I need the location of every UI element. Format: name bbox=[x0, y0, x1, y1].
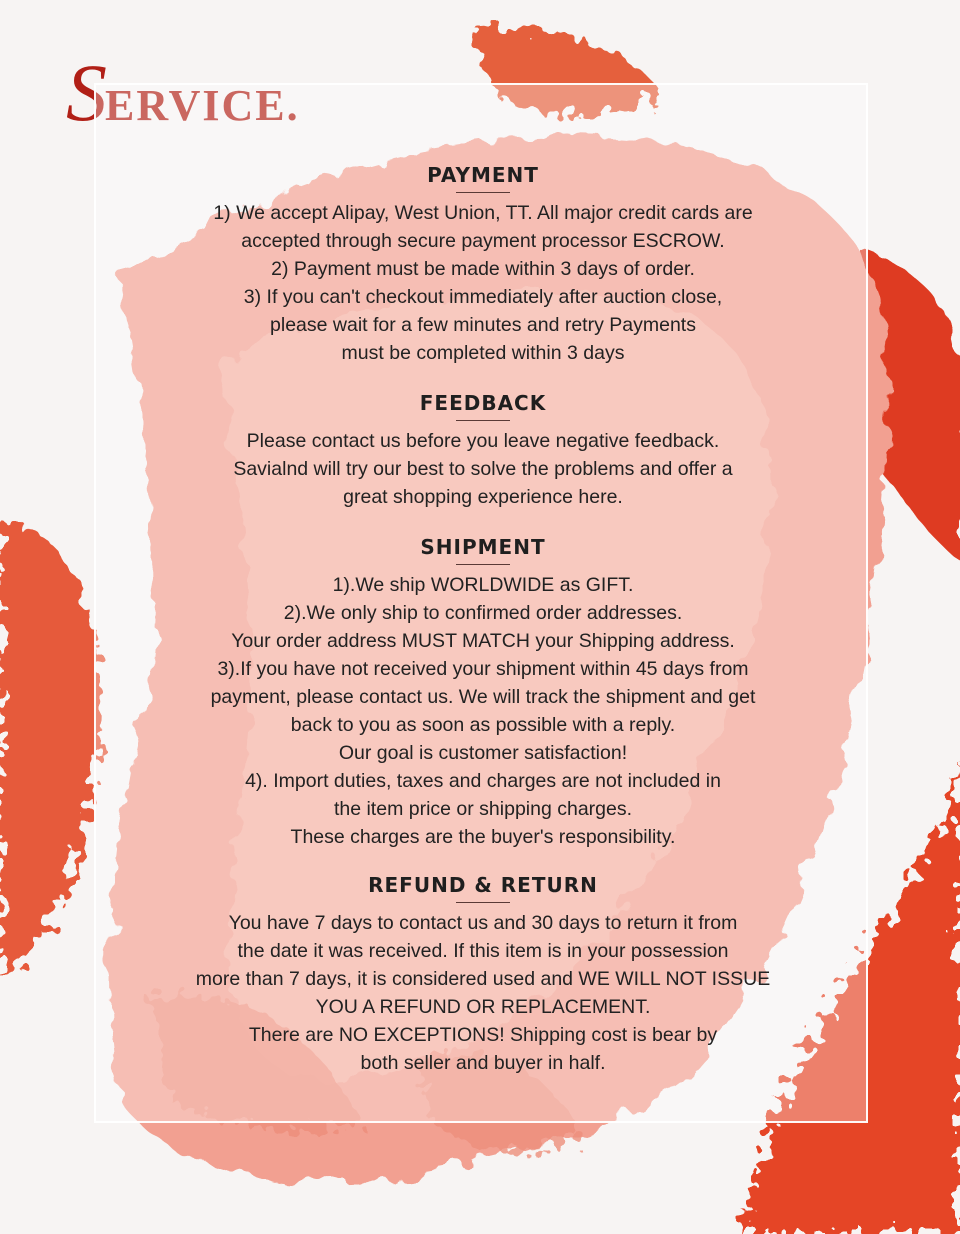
body-line: Please contact us before you leave negative feedback. bbox=[246, 430, 720, 452]
body-line: 1) We accept Alipay, West Union, TT. All major credit cards are bbox=[213, 202, 753, 224]
body-line: 2).We only ship to confirmed order addresses. bbox=[283, 602, 683, 624]
body-line: please wait for a few minutes and retry Payments bbox=[270, 314, 696, 336]
heading-underline bbox=[456, 420, 510, 421]
heading-underline bbox=[456, 902, 510, 903]
body-line: back to you as soon as possible with a reply. bbox=[290, 714, 676, 736]
section-body bbox=[96, 199, 870, 367]
body-line: Your order address MUST MATCH your Shipping address. bbox=[231, 630, 735, 652]
title-rest: ERVICE. bbox=[105, 81, 300, 130]
section-body bbox=[96, 909, 870, 1077]
heading-underline bbox=[456, 192, 510, 193]
section-heading: SHIPMENT bbox=[420, 535, 546, 559]
heading-underline bbox=[456, 564, 510, 565]
service-info-card bbox=[94, 83, 868, 1123]
body-line: accepted through secure payment processor ESCROW. bbox=[241, 230, 725, 252]
body-line: the item price or shipping charges. bbox=[333, 798, 633, 820]
body-line: There are NO EXCEPTIONS! Shipping cost is bear by bbox=[248, 1024, 718, 1046]
body-line: Our goal is customer satisfaction! bbox=[338, 742, 628, 764]
body-line: both seller and buyer in half. bbox=[360, 1052, 606, 1074]
body-line: These charges are the buyer's responsibility. bbox=[290, 826, 676, 848]
body-line: must be completed within 3 days bbox=[341, 342, 625, 364]
body-line: 3).If you have not received your shipment within 45 days from bbox=[217, 658, 749, 680]
refund-return-section bbox=[96, 873, 870, 1077]
body-line: the date it was received. If this item is in your possession bbox=[237, 940, 729, 962]
payment-section bbox=[96, 163, 870, 367]
body-line: 4). Import duties, taxes and charges are not included in bbox=[245, 770, 721, 792]
section-body bbox=[96, 571, 870, 851]
body-line: Savialnd will try our best to solve the problems and offer a bbox=[233, 458, 733, 480]
section-heading: PAYMENT bbox=[427, 163, 539, 187]
body-line: 2) Payment must be made within 3 days of order. bbox=[271, 258, 695, 280]
body-line: YOU A REFUND OR REPLACEMENT. bbox=[315, 996, 651, 1018]
title-initial: S bbox=[66, 47, 109, 138]
section-heading: REFUND & RETURN bbox=[368, 873, 598, 897]
body-line: payment, please contact us. We will track the shipment and get bbox=[210, 686, 756, 708]
section-heading: FEEDBACK bbox=[419, 391, 547, 415]
body-line: You have 7 days to contact us and 30 days to return it from bbox=[228, 912, 738, 934]
shipment-section bbox=[96, 535, 870, 851]
body-line: more than 7 days, it is considered used and WE WILL NOT ISSUE bbox=[195, 968, 771, 990]
body-line: 1).We ship WORLDWIDE as GIFT. bbox=[332, 574, 634, 596]
body-line: great shopping experience here. bbox=[343, 486, 623, 508]
feedback-section bbox=[96, 391, 870, 511]
section-body bbox=[96, 427, 870, 511]
body-line: 3) If you can't checkout immediately after auction close, bbox=[243, 286, 723, 308]
